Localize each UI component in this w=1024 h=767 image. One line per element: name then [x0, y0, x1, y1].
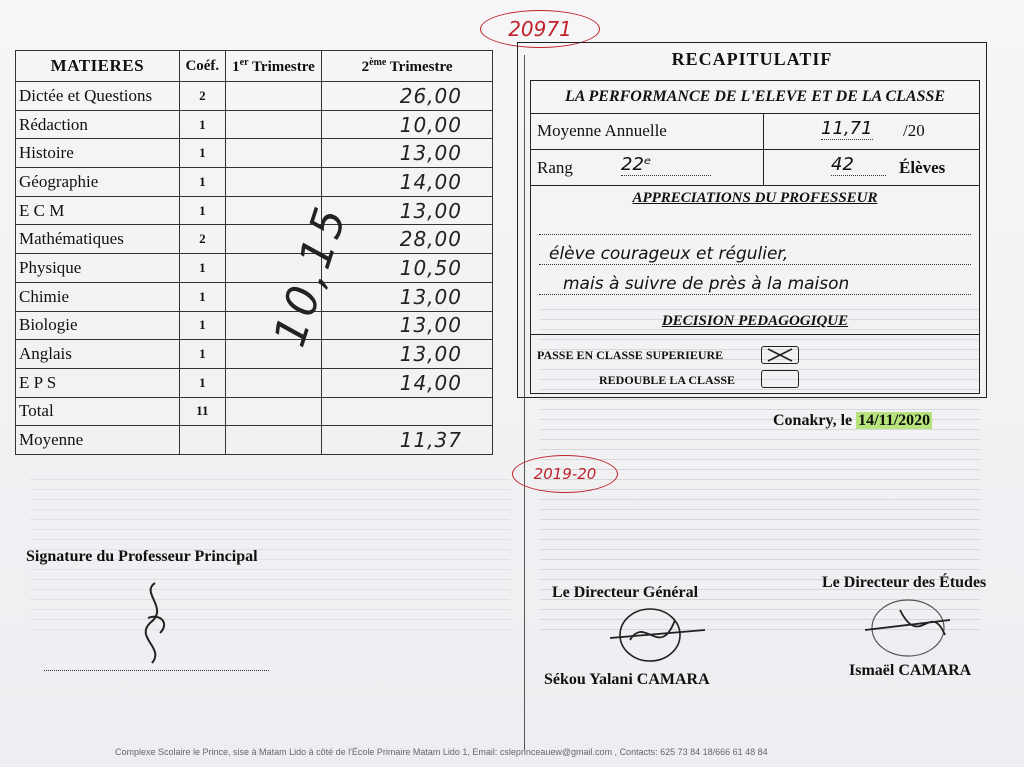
subject-coef: 2 [179, 225, 225, 254]
grade-row [16, 340, 493, 369]
prof-signature-label: Signature du Professeur Principal [26, 548, 258, 565]
checkbox-x-icon [762, 347, 798, 363]
grades-header-row [16, 51, 493, 82]
trimester2-grade: 13,00 [322, 139, 493, 168]
subject-name: Mathématiques [16, 225, 180, 254]
subject-coef: 1 [179, 340, 225, 369]
trimester1-cell [225, 82, 321, 111]
decision-title: DECISION PEDAGOGIQUE [661, 313, 849, 329]
directeur-general-signature [600, 600, 710, 670]
prof-signature-line [44, 670, 269, 671]
grade-row [16, 168, 493, 197]
rang-value: 22ᵉ [621, 154, 711, 176]
trimester2-grade: 14,00 [322, 168, 493, 197]
appreciation-line-2: mais à suivre de près à la maison [539, 274, 971, 295]
grade-row [16, 82, 493, 111]
place-prefix: Conakry, le [773, 412, 857, 429]
total-label: Total [16, 397, 180, 426]
stamp-number: 20971 [480, 10, 600, 48]
moyenne-annuelle-row [530, 114, 980, 150]
trimester2-grade: 10,00 [322, 110, 493, 139]
subject-coef: 1 [179, 168, 225, 197]
date-value: 14/11/2020 [858, 412, 931, 429]
moyenne-label: Moyenne [16, 426, 180, 455]
trimester1-cell [225, 368, 321, 397]
subject-name: Physique [16, 254, 180, 283]
rang-row [530, 150, 980, 186]
trimester2-grade: 14,00 [322, 368, 493, 397]
row-split [763, 150, 764, 185]
moyenne-annuelle-suffix: /20 [903, 121, 925, 140]
grade-row [16, 368, 493, 397]
trimester2-grade: 13,00 [322, 196, 493, 225]
subject-name: Rédaction [16, 110, 180, 139]
appreciation-blank-line [539, 214, 971, 235]
subject-name: Anglais [16, 340, 180, 369]
subject-coef: 1 [179, 110, 225, 139]
trimester1-handwritten-note: 10,15 [264, 198, 358, 353]
header-trimestre-2: 2ème Trimestre [322, 51, 493, 82]
grade-row [16, 139, 493, 168]
trimester1-cell [225, 139, 321, 168]
passe-checkbox[interactable] [761, 346, 799, 364]
redouble-checkbox[interactable] [761, 370, 799, 388]
moyenne-annuelle-label: Moyenne Annuelle [537, 121, 667, 140]
trimester2-grade: 10,50 [322, 254, 493, 283]
trimester1-cell [225, 397, 321, 426]
subject-coef: 1 [179, 282, 225, 311]
eleves-label: Élèves [899, 158, 946, 177]
subject-coef: 1 [179, 254, 225, 283]
subject-coef: 1 [179, 311, 225, 340]
trimester1-cell [225, 426, 321, 455]
prof-signature-mark [130, 578, 180, 668]
decision-separator [531, 334, 979, 335]
subject-coef: 1 [179, 139, 225, 168]
footer-address: Complexe Scolaire le Prince, sise à Matam Lido à côté de l'École Primaire Matam Lido 1, Email: csleprinceauew@gmail.com , Contacts: 625 73 84 18/666 61 48 84 [115, 747, 768, 757]
appreciations-title: APPRECIATIONS DU PROFESSEUR [632, 190, 878, 206]
total-row [16, 397, 493, 426]
trimester1-cell [225, 110, 321, 139]
row-split [763, 114, 764, 149]
grade-row [16, 311, 493, 340]
directeur-general-name: Sékou Yalani CAMARA [544, 671, 710, 688]
directeur-etudes-label: Le Directeur des Études [822, 574, 987, 591]
moyenne-value: 11,37 [322, 426, 493, 455]
moyenne-annuelle-value: 11,71 [821, 118, 873, 139]
subject-name: Biologie [16, 311, 180, 340]
total-coef: 11 [179, 397, 225, 426]
grade-row [16, 254, 493, 283]
subject-coef: 1 [179, 196, 225, 225]
grade-row [16, 110, 493, 139]
subject-name: Dictée et Questions [16, 82, 180, 111]
trimester2-grade: 13,00 [322, 311, 493, 340]
school-year-note: 2019-20 [512, 455, 618, 493]
subject-name: E C M [16, 196, 180, 225]
subject-name: Chimie [16, 282, 180, 311]
appreciations-box [530, 186, 980, 394]
recap-box [517, 42, 987, 398]
total-t2 [322, 397, 493, 426]
trimester2-grade: 26,00 [322, 82, 493, 111]
directeur-general-label: Le Directeur Général [552, 584, 699, 601]
subject-coef: 1 [179, 368, 225, 397]
grade-row [16, 282, 493, 311]
performance-heading: LA PERFORMANCE DE L'ELEVE ET DE LA CLASSE [530, 80, 980, 114]
trimester2-grade: 28,00 [322, 225, 493, 254]
directeur-etudes-name: Ismaël CAMARA [849, 662, 972, 679]
recap-title: RECAPITULATIF [671, 49, 833, 69]
redouble-label: REDOUBLE LA CLASSE [599, 373, 736, 387]
trimester2-grade: 13,00 [322, 282, 493, 311]
header-coef: Coéf. [179, 51, 225, 82]
grades-table [15, 50, 493, 455]
grade-row [16, 225, 493, 254]
trimester1-cell [225, 168, 321, 197]
passe-label: PASSE EN CLASSE SUPERIEURE [537, 348, 724, 362]
subject-name: Histoire [16, 139, 180, 168]
header-matieres: MATIERES [16, 51, 180, 82]
subject-name: E P S [16, 368, 180, 397]
appreciation-line-1: élève courageux et régulier, [539, 244, 971, 265]
moyenne-row [16, 426, 493, 455]
directeur-etudes-signature [860, 590, 960, 660]
grade-row [16, 196, 493, 225]
header-trimestre-1: 1er Trimestre [225, 51, 321, 82]
moyenne-coef [179, 426, 225, 455]
eleves-count: 42 [831, 154, 886, 176]
rang-label: Rang [537, 158, 573, 177]
subject-name: Géographie [16, 168, 180, 197]
place-date [773, 412, 932, 430]
trimester2-grade: 13,00 [322, 340, 493, 369]
subject-coef: 2 [179, 82, 225, 111]
